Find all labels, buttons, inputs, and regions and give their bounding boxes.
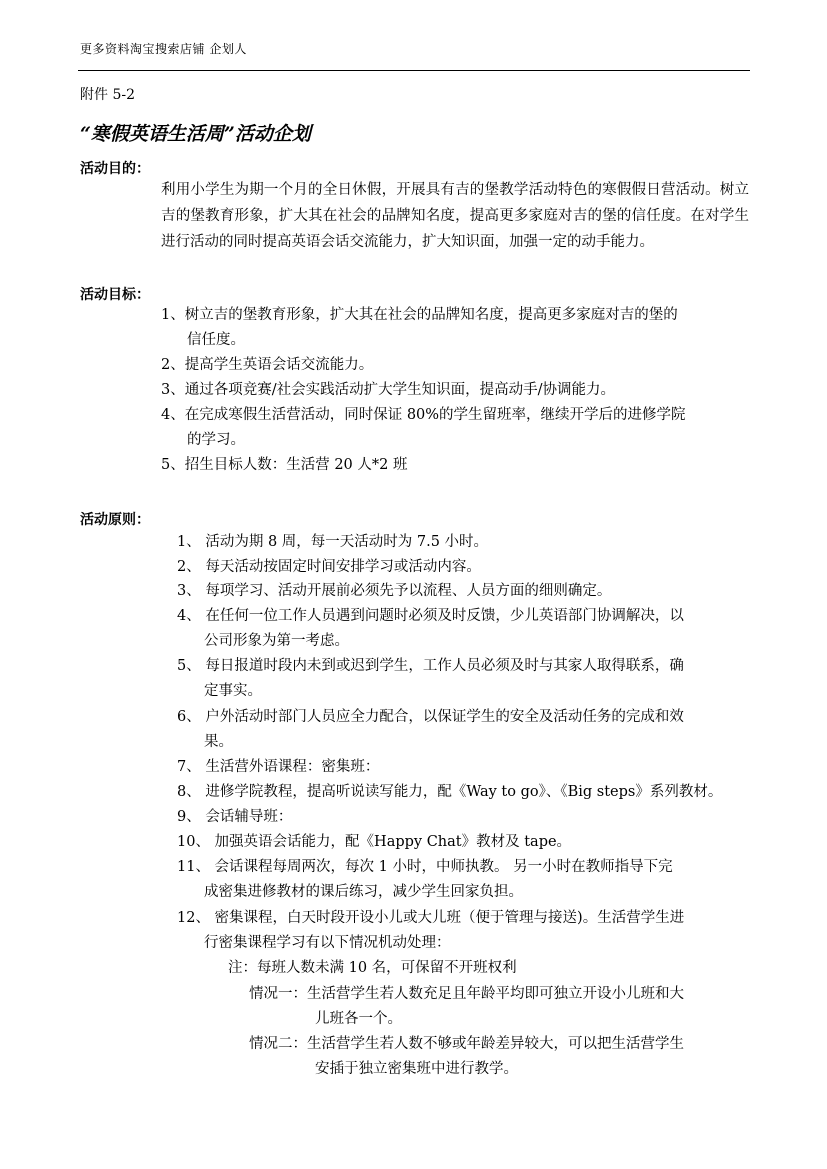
goal-item: 4、在完成寒假生活营活动，同时保证 80%的学生留班率，继续开学后的进修学院 (161, 407, 686, 423)
note-line: 注：每班人数未满 10 名，可保留不开班权利 (228, 960, 517, 976)
principle-item-cont: 行密集课程学习有以下情况机动处理： (204, 935, 451, 951)
principle-item-cont: 公司形象为第一考虑。 (204, 633, 349, 649)
principles-heading: 活动原则： (80, 512, 150, 528)
goal-item-cont: 的学习。 (187, 432, 245, 448)
principle-item: 2、 每天活动按固定时间安排学习或活动内容。 (177, 559, 481, 575)
header-rule (78, 70, 750, 71)
goal-item: 5、招生目标人数：生活营 20 人*2 班 (161, 457, 408, 473)
case-two-cont: 安插于独立密集班中进行教学。 (315, 1061, 518, 1077)
principle-item: 5、 每日报道时段内未到或迟到学生，工作人员必须及时与其家人取得联系，确 (177, 658, 684, 674)
principle-item: 10、 加强英语会话能力，配《Happy Chat》教材及 tape。 (177, 834, 572, 850)
goal-item: 2、提高学生英语会话交流能力。 (161, 357, 374, 373)
purpose-paragraph: 利用小学生为期一个月的全日休假，开展具有吉的堡教学活动特色的寒假假日营活动。树立吉的堡教育形象，扩大其在社会的品牌知名度，提高更多家庭对吉的堡的信任度。在对学生进行活动的同时提高英语会话交流能力，扩大知识面，加强一定的动手能力。 (161, 182, 749, 250)
principle-item: 12、 密集课程，白天时段开设小儿或大儿班（便于管理与接送)。生活营学生进 (177, 910, 685, 926)
principle-item: 6、 户外活动时部门人员应全力配合，以保证学生的安全及活动任务的完成和效 (177, 709, 684, 725)
principle-item: 7、 生活营外语课程：密集班： (177, 759, 380, 775)
goals-heading: 活动目标： (80, 287, 150, 303)
purpose-heading: 活动目的： (80, 161, 150, 177)
principle-item: 8、 进修学院教程，提高听说读写能力，配《Way to go》、《Big steps》系列教材。 (177, 784, 723, 800)
goal-item: 1、树立吉的堡教育形象，扩大其在社会的品牌知名度，提高更多家庭对吉的堡的 (161, 307, 678, 323)
principle-item: 4、 在任何一位工作人员遇到问题时必须及时反馈，少儿英语部门协调解决，以 (177, 608, 684, 624)
case-two: 情况二：生活营学生若人数不够或年龄差异较大，可以把生活营学生 (249, 1036, 684, 1052)
principle-item: 9、 会话辅导班： (177, 809, 293, 825)
page-header: 更多资料淘宝搜索店铺 企划人 (80, 42, 247, 56)
goal-item: 3、通过各项竞赛/社会实践活动扩大学生知识面，提高动手/协调能力。 (161, 382, 615, 398)
case-one: 情况一：生活营学生若人数充足且年龄平均即可独立开设小儿班和大 (249, 986, 684, 1002)
page-title: “寒假英语生活周”活动企划 (80, 123, 311, 145)
attachment-label: 附件 5-2 (80, 87, 135, 103)
goal-item-cont: 信任度。 (187, 332, 245, 348)
principle-item-cont: 定事实。 (204, 683, 262, 699)
principle-item: 1、 活动为期 8 周，每一天活动时为 7.5 小时。 (177, 534, 489, 550)
principle-item: 11、 会话课程每周两次，每次 1 小时，中师执教。 另一小时在教师指导下完 (177, 859, 673, 875)
principle-item-cont: 成密集进修教材的课后练习，减少学生回家负担。 (204, 884, 523, 900)
principle-item-cont: 果。 (204, 734, 233, 750)
case-one-cont: 儿班各一个。 (315, 1011, 402, 1027)
principle-item: 3、 每项学习、活动开展前必须先予以流程、人员方面的细则确定。 (177, 583, 612, 599)
